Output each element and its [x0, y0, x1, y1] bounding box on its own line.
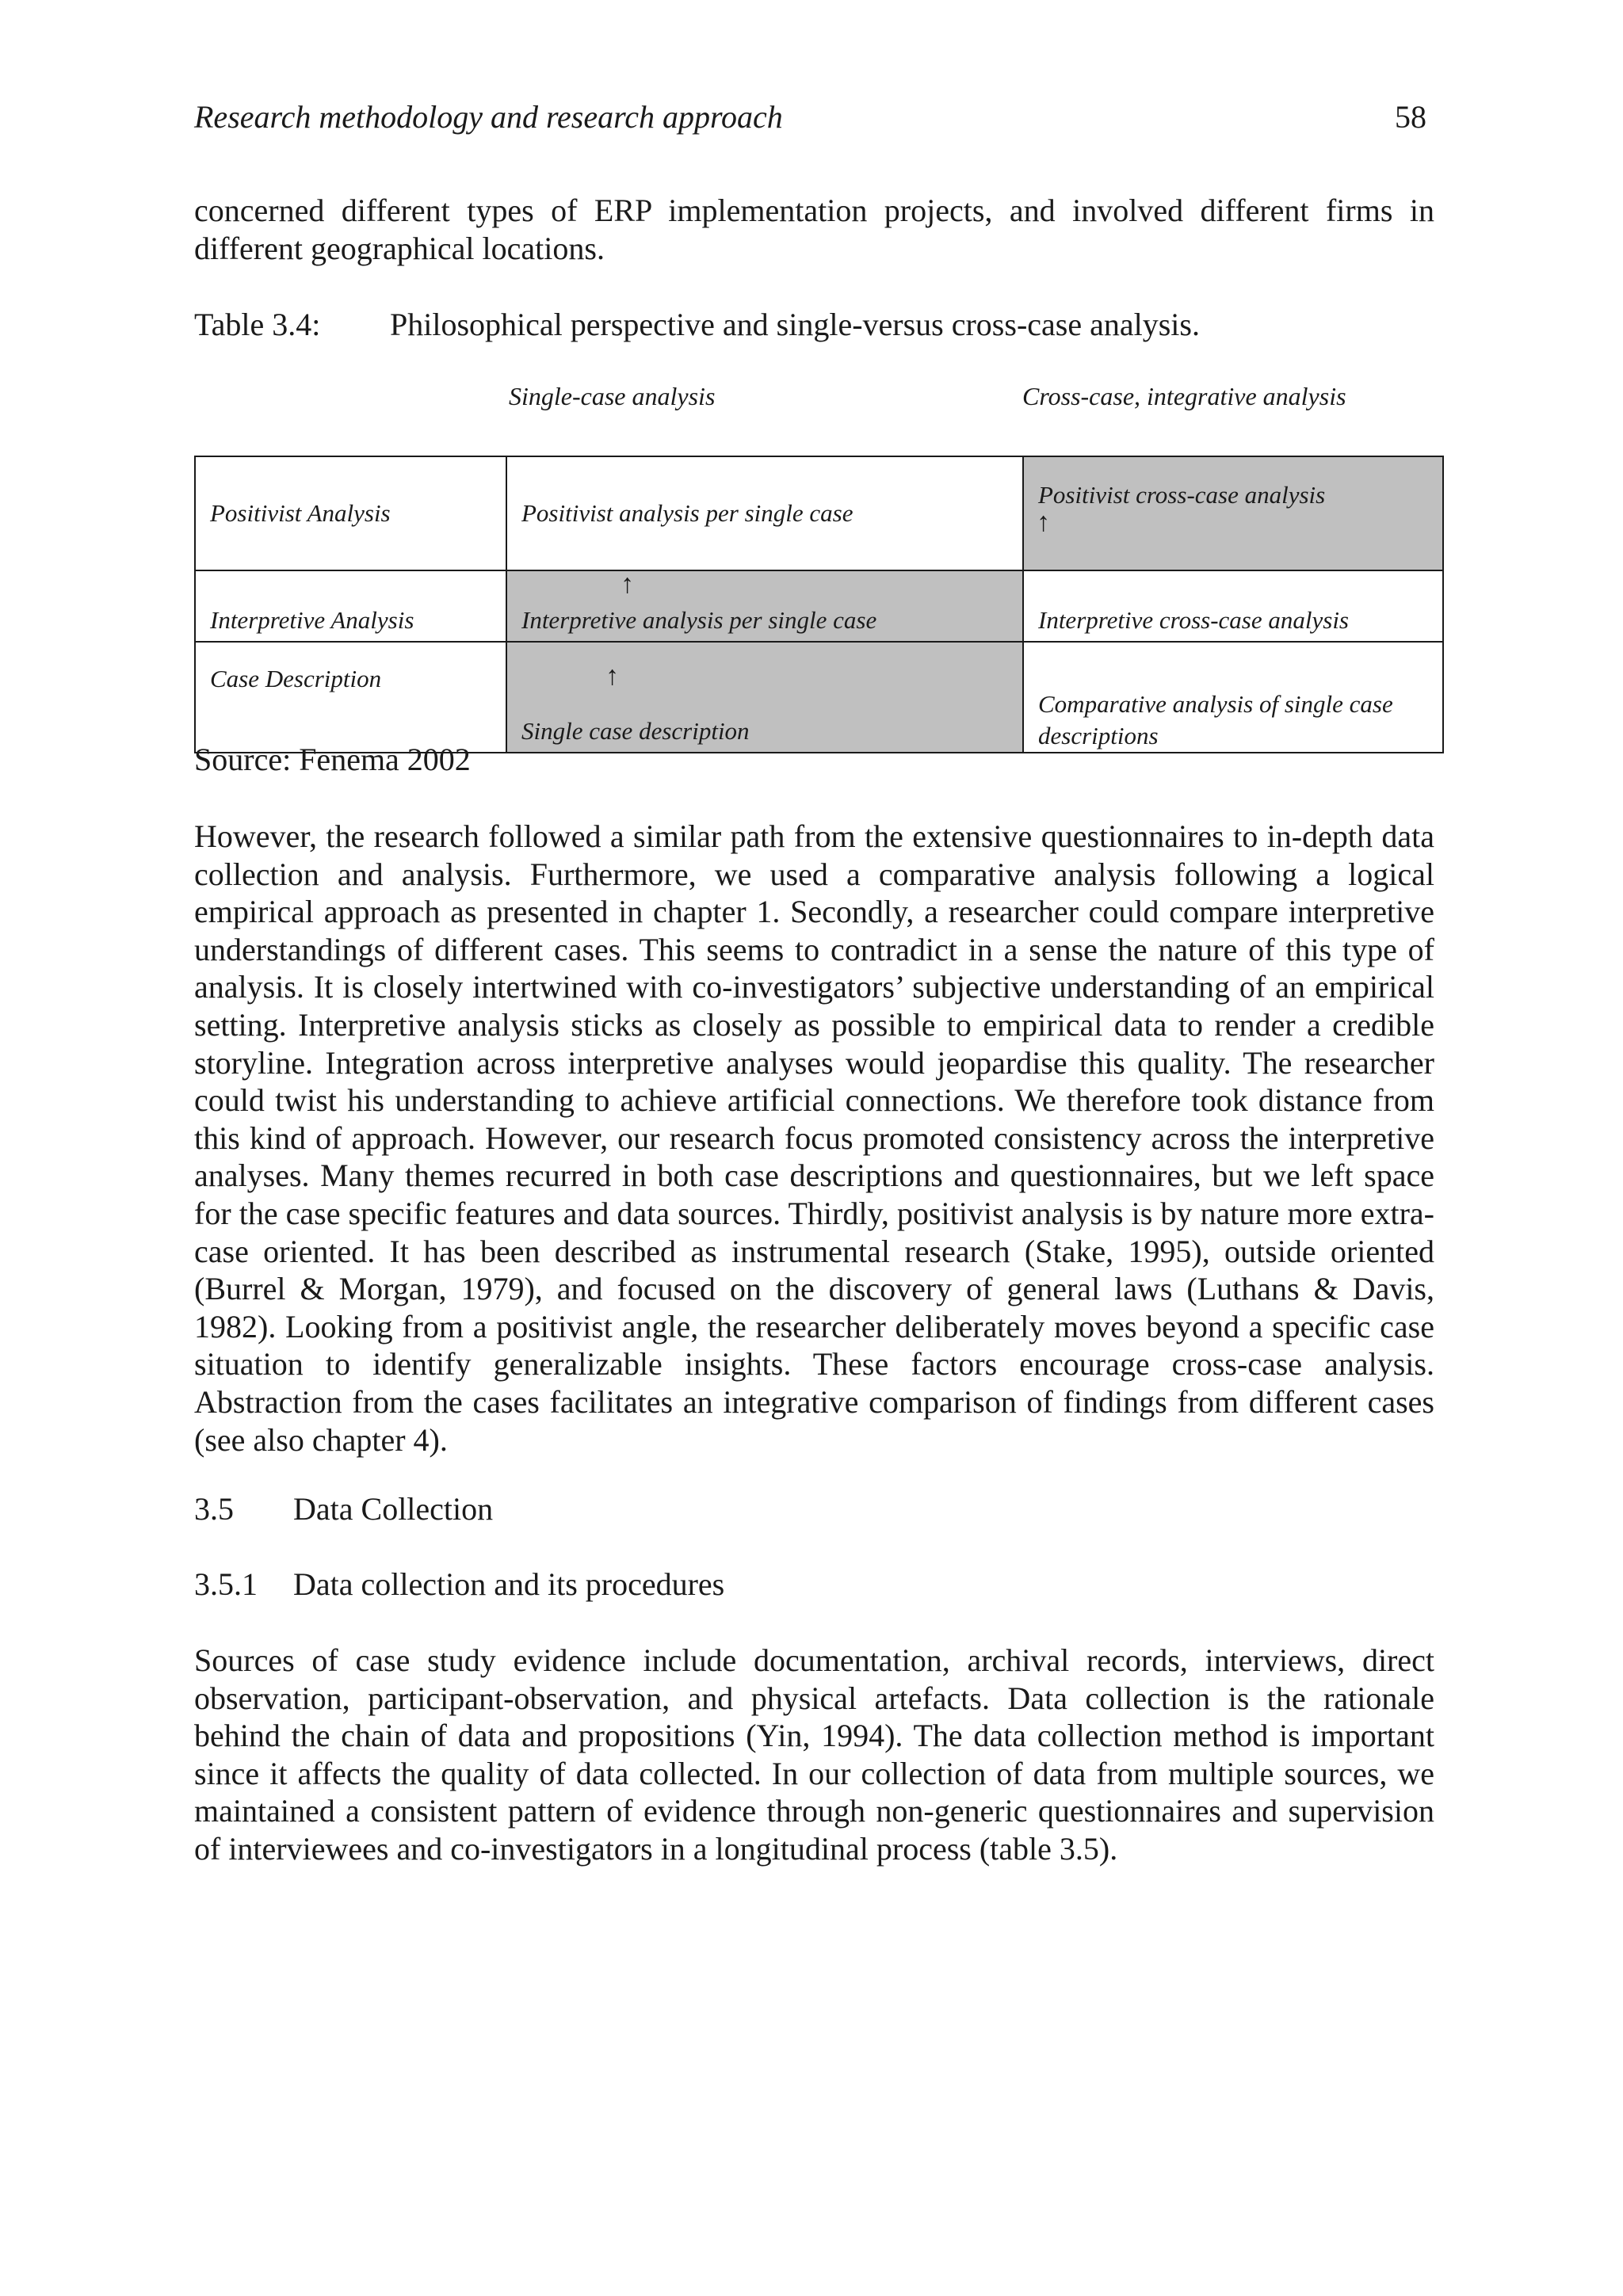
column-header-cross-case: Cross-case, integrative analysis — [1022, 382, 1346, 410]
table-row-case-description — [195, 642, 1443, 753]
up-arrow-icon: ↑ — [621, 570, 634, 599]
cell-case-description-cross: Comparative analysis of single case descriptions — [1023, 642, 1443, 753]
table-row-interpretive — [195, 570, 1443, 642]
body-paragraph: However, the research followed a similar path from the extensive questionnaires to in-depth data collection and analysis. Furthermore, we used a comparative analysis following a logical empirical approach as presented in chapter 1. Secondly, a researcher could compare interpretive understandings of different cases. This seems to contradict in a sense the nature of this type of analysis. It is closely intertwined with co-investigators’ subjective understanding of an empirical setting. Interpretive analysis sticks as closely as possible to empirical data to render a credible storyline. Integration across interpretive analyses would jeopardise this quality. The researcher could twist his understanding to achieve artificial connections. We therefore took distance from this kind of approach. However, our research focus promoted consistency across the interpretive analyses. Many themes recurred in both case descriptions and questionnaires, but we left space for the case specific features and data sources. Thirdly, positivist analysis is by nature more extra-case oriented. It has been described as instrumental research (Stake, 1995), outside oriented (Burrel & Morgan, 1979), and focused on the discovery of general laws (Luthans & Davis, 1982). Looking from a positivist angle, the researcher deliberately moves beyond a specific case situation to identify generalizable insights. These factors encourage cross-case analysis. Abstraction from the cases facilitates an integrative comparison of findings from different cases (see also chapter 4). — [194, 818, 1434, 1458]
up-arrow-icon: ↑ — [1037, 508, 1050, 537]
row-label-case-description: Case Description — [195, 642, 506, 753]
cell-interpretive-cross: Interpretive cross-case analysis — [1023, 570, 1443, 642]
final-paragraph: Sources of case study evidence include documentation, archival records, interviews, direct observation, participant-observation, and physical artefacts. Data collection is the rationale behind the chain of data and propositions (Yin, 1994). The data collection method is important since it affects the quality of data collected. In our collection of data from multiple sources, we maintained a consistent pattern of evidence through non-generic questionnaires and supervision of interviewees and co-investigators in a longitudinal process (table 3.5). — [194, 1642, 1434, 1867]
cell-positivist-single: Positivist analysis per single case — [506, 456, 1023, 570]
row-label-positivist: Positivist Analysis — [195, 456, 506, 570]
subsection-title: Data collection and its procedures — [293, 1566, 725, 1602]
table-source: Source: Fenema 2002 — [194, 742, 471, 777]
cell-case-description-single-text: Single case description — [521, 717, 750, 745]
subsection-number: 3.5.1 — [194, 1566, 258, 1602]
running-header-title: Research methodology and research approach — [194, 99, 783, 135]
table-caption-text: Philosophical perspective and single-versus cross-case analysis. — [390, 307, 1200, 342]
cell-interpretive-single — [506, 570, 1023, 642]
philosophy-table — [194, 456, 1444, 753]
cell-interpretive-single-text: Interpretive analysis per single case — [521, 606, 877, 634]
table-row-positivist — [195, 456, 1443, 570]
intro-paragraph: concerned different types of ERP implementation projects, and involved different firms in different geographical locations. — [194, 193, 1434, 266]
cell-positivist-cross — [1023, 456, 1443, 570]
column-header-single-case: Single-case analysis — [509, 382, 716, 410]
page-number: 58 — [1395, 99, 1426, 135]
row-label-interpretive: Interpretive Analysis — [195, 570, 506, 642]
running-header — [194, 93, 1426, 141]
up-arrow-icon: ↑ — [605, 662, 619, 691]
section-title: Data Collection — [293, 1491, 494, 1527]
table-caption-label: Table 3.4: — [194, 307, 321, 342]
cell-case-description-single — [506, 642, 1023, 753]
cell-positivist-cross-text: Positivist cross-case analysis — [1038, 481, 1326, 509]
section-number: 3.5 — [194, 1491, 234, 1527]
